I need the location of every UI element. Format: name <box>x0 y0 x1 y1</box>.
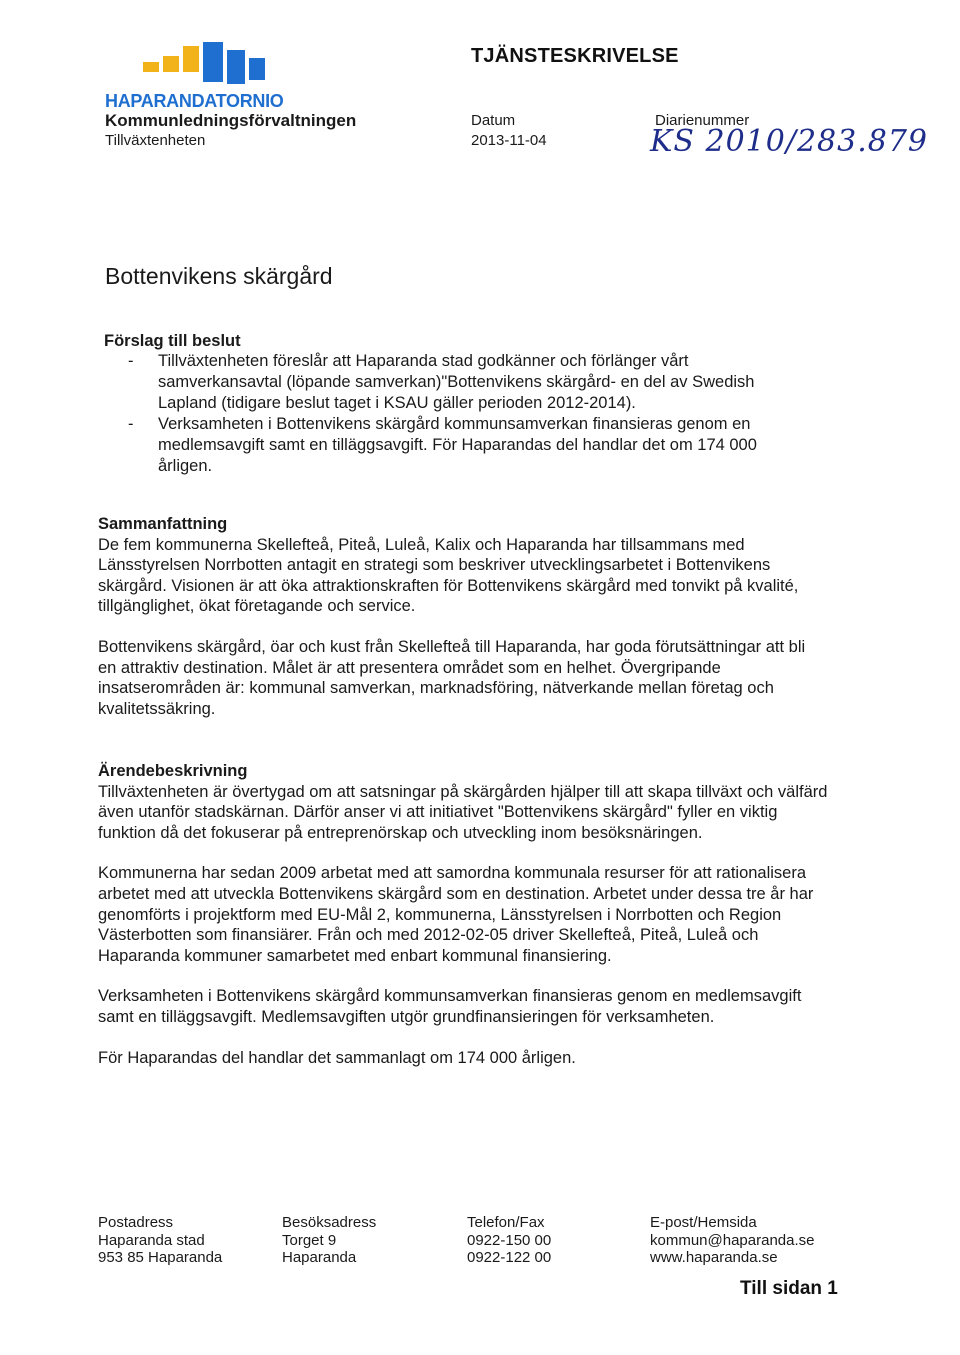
footer-postal-address <box>98 1214 222 1267</box>
paragraph: För Haparandas del handlar det sammanlagt om 174 000 årligen. <box>98 1048 576 1067</box>
footer-email: kommun@haparanda.se <box>650 1231 815 1249</box>
footer-label: E-post/Hemsida <box>650 1214 757 1231</box>
list-item-text: Verksamheten i Bottenvikens skärgård kommunsamverkan finansieras genom en medlemsavgift samt en tilläggsavgift. För Haparandas del handlar det om 174 000 årligen. <box>158 415 757 475</box>
footer-phone-fax <box>467 1214 551 1267</box>
paragraph: Kommunerna har sedan 2009 arbetat med att samordna kommunala resurser för att rationalisera arbetet med att utveckla Bottenvikens skärgård som en destination. Arbetet under dessa tre år har genomförts i projektform med EU-Mål 2, kommunerna, Länsstyrelsen i Norrbotten och Region Västerbotten som finansiärer. Från och med 2012-02-05 driver Skellefteå, Piteå, Luleå och Haparanda kommuner samarbetet med enbart kommunal finansiering. <box>98 864 814 965</box>
document-type: TJÄNSTESKRIVELSE <box>471 45 679 67</box>
footer-label: Postadress <box>98 1214 174 1231</box>
logo-bar <box>163 56 179 72</box>
proposal-heading: Förslag till beslut <box>104 332 241 350</box>
summary-section <box>98 514 828 719</box>
logo-bar <box>227 50 245 84</box>
footer-visit-address <box>282 1214 376 1267</box>
diary-number-label: Diarienummer <box>655 112 750 129</box>
date-label: Datum <box>471 112 516 129</box>
footer-label: Besöksadress <box>282 1214 377 1231</box>
list-item <box>104 414 804 477</box>
organization-unit: Tillväxtenheten <box>105 132 206 149</box>
organization-name: HAPARANDATORNIO <box>105 91 284 111</box>
footer-line: 0922-122 00 <box>467 1249 552 1266</box>
paragraph: Tillväxtenheten är övertygad om att satsningar på skärgården hjälper till att skapa tillväxt och välfärd även utanför stadskärnan. Därför anser vi att initiativet "Bottenvikens skärgård" fyller en viktig funktion då det fokuserar på entreprenörskap och utveckling inom besöksnäringen. <box>98 782 828 842</box>
paragraph: Verksamheten i Bottenvikens skärgård kommunsamverkan finansieras genom en medlemsavgift samt en tilläggsavgift. Medlemsavgiften utgör grundfinansieringen för verksamheten. <box>98 987 802 1026</box>
footer-website: www.haparanda.se <box>650 1249 778 1266</box>
summary-heading: Sammanfattning <box>98 515 228 533</box>
proposal-list <box>104 351 804 477</box>
footer-line: 0922-150 00 <box>467 1231 552 1249</box>
footer-email-web <box>650 1214 815 1267</box>
case-section <box>98 761 828 1068</box>
footer-line: Haparanda stad <box>98 1231 205 1249</box>
page-indicator: Till sidan 1 <box>740 1278 838 1299</box>
bullet-dash: - <box>128 352 134 370</box>
list-item <box>104 351 804 414</box>
list-item-text: Tillväxtenheten föreslår att Haparanda stad godkänner och förlänger vårt samverkansavtal (löpande samverkan)"Bottenvikens skärgård- en del av Swedish Lapland (tidigare beslut taget i KSAU gäller perioden 2012-2014). <box>158 352 755 412</box>
logo-bar <box>143 62 159 72</box>
logo-bar <box>183 46 199 72</box>
footer-line: Haparanda <box>282 1249 357 1266</box>
date-value: 2013-11-04 <box>471 132 547 149</box>
paragraph: Bottenvikens skärgård, öar och kust från Skellefteå till Haparanda, har goda förutsättningar att bli en attraktiv destination. Målet är att presentera området som en helhet. Övergripande insatserområden är: kommunal samverkan, marknadsföring, nätverkande mellan företag och kvalitetssäkring. <box>98 637 806 718</box>
footer-label: Telefon/Fax <box>467 1214 545 1231</box>
document-title: Bottenvikens skärgård <box>105 263 333 289</box>
logo-bar <box>203 42 223 82</box>
footer-line: 953 85 Haparanda <box>98 1249 223 1266</box>
organization-department: Kommunledningsförvaltningen <box>105 111 357 130</box>
logo-bar <box>249 58 265 80</box>
logo-graphic <box>143 42 273 84</box>
paragraph: De fem kommunerna Skellefteå, Piteå, Luleå, Kalix och Haparanda har tillsammans med Länsstyrelsen Norrbotten antagit en strategi som beskriver utvecklingsarbetet i Bottenvikens skärgård. Visionen är att öka attraktionskraften för Bottenvikens skärgård med tonvikt på kvalité, tillgänglighet, ökat företagande och service. <box>98 535 799 616</box>
diary-number-handwritten: KS 2010/283.879 <box>650 124 929 159</box>
footer-line: Torget 9 <box>282 1231 337 1249</box>
case-heading: Ärendebeskrivning <box>98 762 248 780</box>
bullet-dash: - <box>128 415 134 433</box>
